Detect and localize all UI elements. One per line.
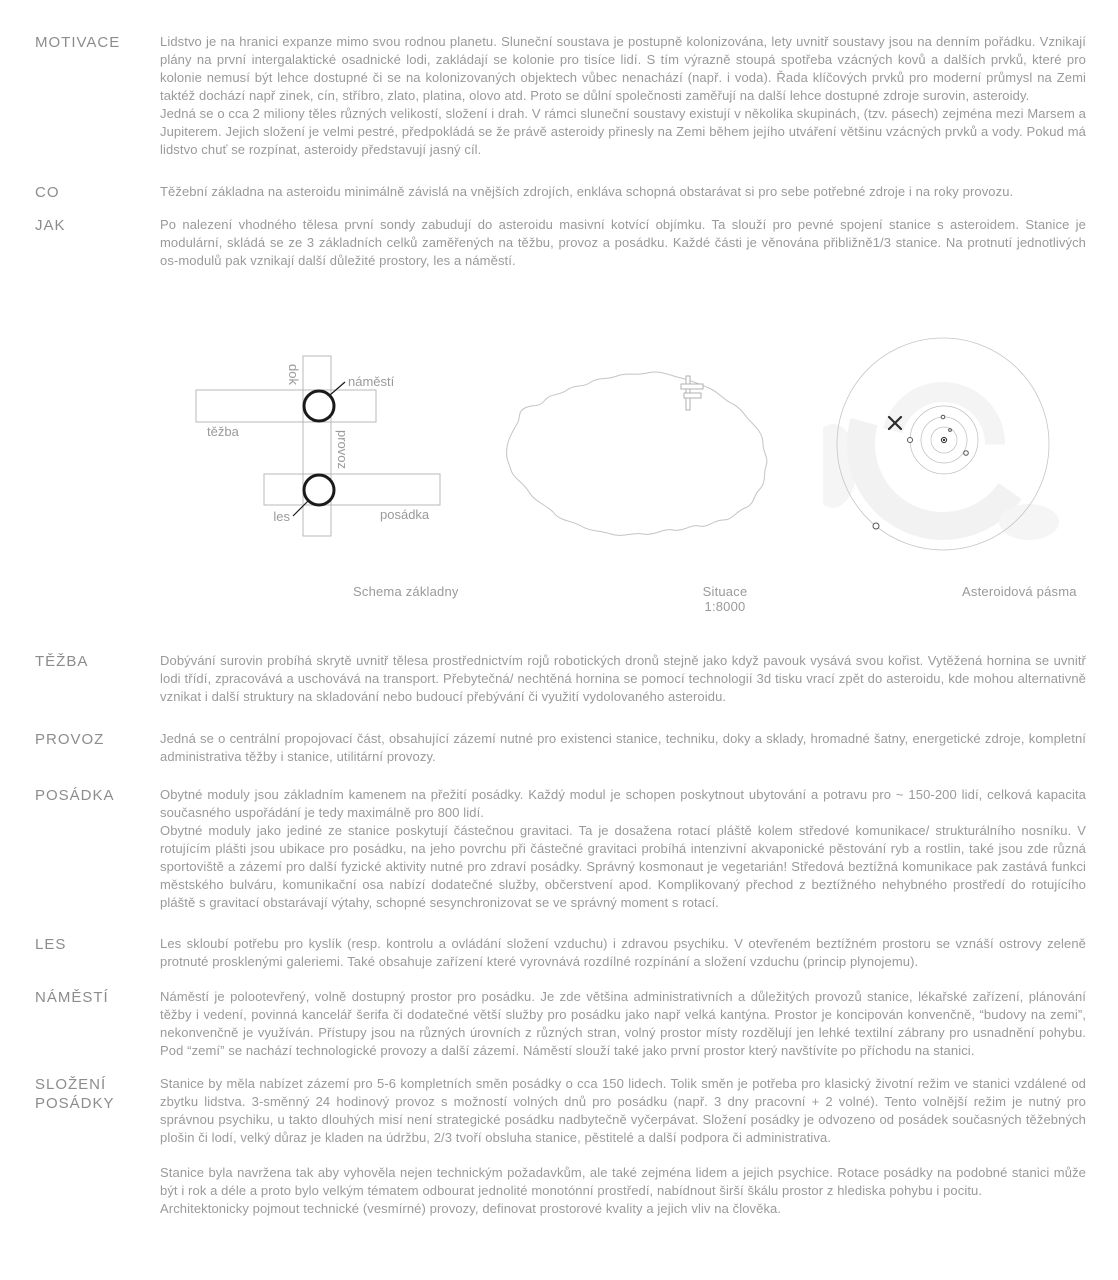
schema-label-dok: dok xyxy=(286,364,301,385)
belt-wash xyxy=(879,380,1006,507)
planet-icon xyxy=(941,415,945,419)
section-label-namesti: NÁMĚSTÍ xyxy=(35,989,109,1006)
les-junction-circle xyxy=(304,475,334,505)
paragraph: Náměstí je polootevřený, volně dostupný prostor pro posádku. Je zde většina administrativních a důležitých provozů stanice, lékařské zařízení, plánování těžby i vedení, povinná kancelář šerifa či dodatečné větší služby pro posádku jako např velká kantýna. Prostor je koncipován konvenčně, “budovy na zemi”, nekonvenčně je využíván. Přístupy jsou na různých úrovních z různých stran, volný prostor místy rozdělují jen lehké textilní zábrany pro usnadnění pohybu. Pod “zemí” se nachází technologické provozy a další zázemí. Náměstí slouží také jako první prostor který navštívíte po příchodu na stanici. xyxy=(160,989,1086,1058)
asteroid-outline xyxy=(507,372,767,535)
paragraph: Les skloubí potřebu pro kyslík (resp. kontrolu a ovládání složení vzduchu) i zdravou psychiku. V otevřeném beztížném prostoru se vznáší ostrovy zeleně protnuté prosklenými galeriemi. Také obsahuje zařízení které vyrovnává rozdílné rozpínání a složení vzduchu (princip plynojemu). xyxy=(160,936,1086,969)
mining-module-bar xyxy=(196,390,376,422)
section-co xyxy=(0,183,1118,201)
schema-label-tezba: těžba xyxy=(207,424,239,439)
les-leader-line xyxy=(293,501,308,516)
paragraph: Obytné moduly jsou základním kamenem na přežití posádky. Každý modul je schopen poskytnout ubytování a potravu pro ~ 150-200 lidí, celková kapacita současného uspořádání je tedy maximálně pro 800 lidí. xyxy=(160,787,1086,820)
paragraph: Těžební základna na asteroidu minimálně závislá na vnějších zdrojích, enkláva schopná obstarávat si pro sebe potřebné zdroje i na roky provozu. xyxy=(160,184,1014,199)
schema-label-posadka: posádka xyxy=(380,507,430,522)
caption-schema: Schema základny xyxy=(353,584,459,599)
section-namesti xyxy=(0,988,1118,1060)
base-schema-figure xyxy=(193,348,447,548)
caption-situace-scale: 1:8000 xyxy=(704,599,746,614)
section-label-slozeni-posadky xyxy=(35,1075,155,1113)
label-line-1: SLOŽENÍ xyxy=(35,1076,107,1093)
schema-label-provoz: provoz xyxy=(335,430,350,470)
asteroid-situation-figure xyxy=(495,362,780,552)
section-provoz xyxy=(0,730,1118,766)
section-label-tezba: TĚŽBA xyxy=(35,653,89,670)
paragraph: Obytné moduly jako jediné ze stanice poskytují částečnou gravitaci. Ta je dosažena rotací pláště kolem středové komunikace/ strukturálního nosníku. V rotujícím plášti jsou ubikace pro posádku, na jeho povrchu při částečné gravitaci probíhá intenzivní akvaponické pěstování ryb a rostlin, také jsou zde různá sportoviště a zázemí pro další fyzické aktivity nutné pro zdraví posádky. Správný kosmonaut je vegetarián! Středová beztížná komunikace pak zastává funkci městského bulváru, komunikační osa nabízí dodatečné služby, občerstvení apod. Komplikovaný přechod z beztížného nehybného prostředí do rotujícího pláště s gravitací obstarávají výtahy, schopné sesynchronizovat se ve správný moment s rotací. xyxy=(160,823,1086,910)
caption-situace xyxy=(688,584,762,614)
paragraph: Stanice by měla nabízet zázemí pro 5-6 kompletních směn posádky o cca 150 lidech. Tolik směn je potřeba pro klasický životní režim ve stanici vzdálené od zbytku lidstva. 3-směnný 24 hodinový provoz s možností volných dnů pro posádku (např. 3 dny pracovní + 2 volné). Tento volnější režim je nutný pro správnou psychiku, u takto dlouhých misí není strategické posádku nadbytečně vyčerpávat. Složení posádky je odvozeno od posádek současných těžebných plošin či lodí, velký důraz je kladen na údržbu, 2/3 tvoří obsluha stanice, pěstitelé a další podpora či administrativa. xyxy=(160,1076,1086,1145)
section-label-jak: JAK xyxy=(35,217,66,234)
section-label-provoz: PROVOZ xyxy=(35,731,105,748)
crew-module-bar xyxy=(264,474,440,505)
dock-module-bar xyxy=(303,356,331,536)
planet-icon xyxy=(964,451,969,456)
namesti-leader-line xyxy=(330,382,345,395)
section-motivace xyxy=(0,33,1118,159)
paragraph: Po nalezení vhodného tělesa první sondy zabudují do asteroidu masivní kotvící objímku. Ta slouží pro pevné spojení stanice s asteroidem. Stanice je modulární, skládá se ze 3 základních celků zaměřených na těžbu, provoz a posádku. Každé části je věnována přibližně1/3 stanice. Na protnutí jednotlivých os-modulů pak vznikají další důležité prostory, les a náměstí. xyxy=(160,217,1086,268)
section-jak xyxy=(0,216,1118,270)
sun-core xyxy=(943,439,945,441)
section-body-provoz xyxy=(160,730,1086,766)
planet-icon xyxy=(949,429,952,432)
section-label-les: LES xyxy=(35,936,67,953)
paragraph: Stanice byla navržena tak aby vyhověla nejen technickým požadavkům, ale také zejména lidem a jejich psychice. Rotace posádky na podobné stanici může být i rok a déle a proto bylo velkým tématem odbourat jednolité monotónní prostředí, nabídnout širší škálu prostor z hlediska pohybu i pocitu. xyxy=(160,1165,1086,1198)
section-body-les xyxy=(160,935,1086,971)
section-body-tezba xyxy=(160,652,1086,706)
planet-icon xyxy=(908,438,913,443)
paragraph: Jedná se o centrální propojovací část, obsahující zázemí nutné pro existenci stanice, techniku, doky a sklady, hromadné šatny, energetické zdroje, kompletní administrativa těžby i stanice, utilitární provozy. xyxy=(160,731,1086,764)
section-body-co xyxy=(160,183,1086,201)
label-line-2: POSÁDKY xyxy=(35,1095,115,1112)
schema-label-les: les xyxy=(273,509,290,524)
planet-icon xyxy=(873,523,879,529)
section-slozeni-posadky xyxy=(0,1075,1118,1218)
section-body-namesti xyxy=(160,988,1086,1060)
namesti-junction-circle xyxy=(304,391,334,421)
section-label-posadka: POSÁDKA xyxy=(35,787,115,804)
section-body-motivace xyxy=(160,33,1086,159)
section-label-co: CO xyxy=(35,184,60,201)
paragraph: Dobývání surovin probíhá skrytě uvnitř tělesa prostřednictvím rojů robotických dronů stejně jako když pavouk vysává svou kořist. Vytěžená hornina se uvnitř lodi třídí, zpracovává a uschovává na transport. Přebytečná/ nechtěná hornina se pomocí technologií 3d tisku vrací zpět do asteroidu, kde mohou alternativně vznikat i další struktury na skladování nebo budoucí přebývání či využití vydolovaného asteroidu. xyxy=(160,653,1086,704)
paragraph: Lidstvo je na hranici expanze mimo svou rodnou planetu. Sluneční soustava je postupně kolonizována, lety uvnitř soustavy jsou na denním pořádku. Vznikají plány na první intergalaktické osadnické lodi, zakládají se kolonie pro tisíce lidí. S tím výrazně stoupá spotřeba vzácných kovů a dalších prvků, které pro kolonie nemusí být lehce dostupné či se na kolonizovaných objektech vůbec nenachází (např. i voda). Řada klíčových prvků pro moderní průmysl na Zemi taktéž dochází např zinek, cín, stříbro, zlato, platina, olovo atd. Proto se důlní společnosti zaměřují na další lehce dostupné zdroje surovin, asteroidy. xyxy=(160,34,1086,103)
caption-pasma: Asteroidová pásma xyxy=(962,584,1077,599)
paragraph: Jedná se o cca 2 miliony těles různých velikostí, složení i drah. V rámci sluneční soustavy existují v několika skupinách, (tzv. pásech) zejména mezi Marsem a Jupiterem. Jejich složení je velmi pestré, předpokládá se že právě asteroidy přinesly na Zemi během jejího utváření většinu vzácných prvků a vody. Pokud má lidstvo chuť se rozpínat, asteroidy představují jasný cíl. xyxy=(160,106,1086,157)
section-body-jak xyxy=(160,216,1086,270)
schema-label-namesti: náměstí xyxy=(348,374,395,389)
caption-situace-title: Situace xyxy=(702,584,748,599)
section-les xyxy=(0,935,1118,971)
section-label-motivace: MOTIVACE xyxy=(35,34,121,51)
paragraph: Architektonicky pojmout technické (vesmírné) provozy, definovat prostorové kvality a jejich vliv na člověka. xyxy=(160,1201,782,1216)
section-posadka xyxy=(0,786,1118,912)
belt-wash xyxy=(999,504,1059,540)
section-body-posadka xyxy=(160,786,1086,912)
section-tezba xyxy=(0,652,1118,706)
section-body-slozeni-posadky xyxy=(160,1075,1086,1218)
asteroid-belts-figure xyxy=(823,326,1063,566)
